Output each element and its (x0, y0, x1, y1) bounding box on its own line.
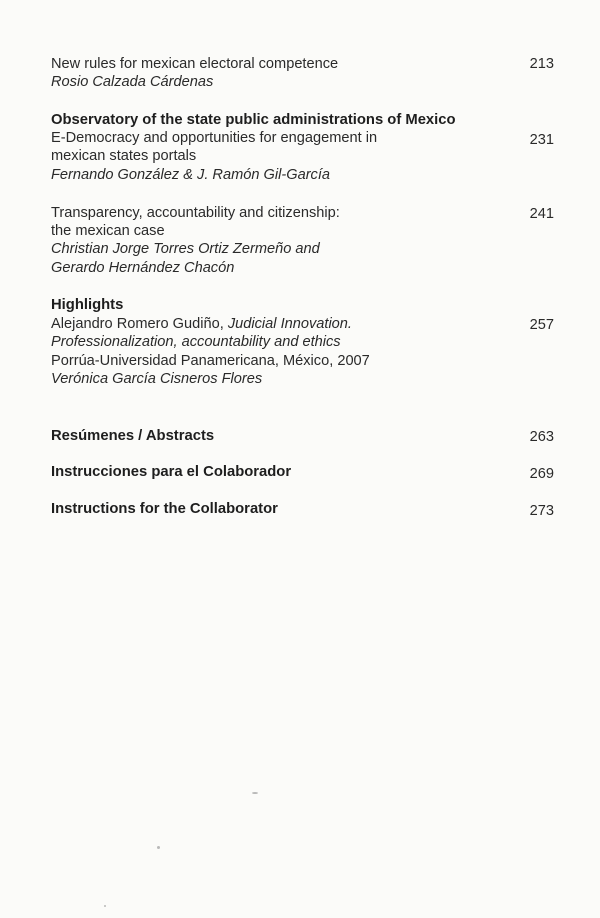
instrucciones-heading: Instrucciones para el Colaborador (51, 464, 292, 480)
section-heading-observatory: Observatory of the state public administrations of Mexico (51, 112, 456, 128)
entry-title-line: Transparency, accountability and citizenship: (51, 205, 340, 221)
resumenes-heading: Resúmenes / Abstracts (51, 428, 215, 444)
entry-author: Gerardo Hernández Chacón (51, 260, 235, 276)
entry-title: New rules for mexican electoral competence (51, 56, 339, 72)
entry-title-line: mexican states portals (51, 148, 197, 164)
scan-speck (104, 905, 106, 907)
section-heading-highlights: Highlights (51, 297, 124, 313)
entry-title-line: the mexican case (51, 223, 165, 239)
book-title: Judicial Innovation. (227, 316, 352, 332)
page-number: 241 (529, 206, 554, 222)
scan-speck (157, 846, 160, 849)
entry-author: Christian Jorge Torres Ortiz Zermeño and (51, 241, 320, 257)
page-number: 273 (529, 503, 554, 519)
page-number: 213 (529, 56, 554, 72)
entry-author: Fernando González & J. Ramón Gil-García (51, 167, 331, 183)
entry-line (51, 315, 352, 333)
page-number: 231 (529, 132, 554, 148)
page-number: 263 (529, 429, 554, 445)
page-number: 269 (529, 466, 554, 482)
reviewer: Verónica García Cisneros Flores (51, 371, 263, 387)
publisher-line: Porrúa-Universidad Panamericana, México, 2007 (51, 353, 370, 369)
instructions-heading: Instructions for the Collaborator (51, 501, 278, 517)
entry-title-line: E-Democracy and opportunities for engagement in (51, 130, 378, 146)
entry-author: Rosio Calzada Cárdenas (51, 74, 214, 90)
page-number: 257 (529, 317, 554, 333)
scan-speck (252, 792, 258, 794)
book-author: Alejandro Romero Gudiño, (51, 316, 228, 332)
book-title-continued: Professionalization, accountability and ethics (51, 334, 341, 350)
